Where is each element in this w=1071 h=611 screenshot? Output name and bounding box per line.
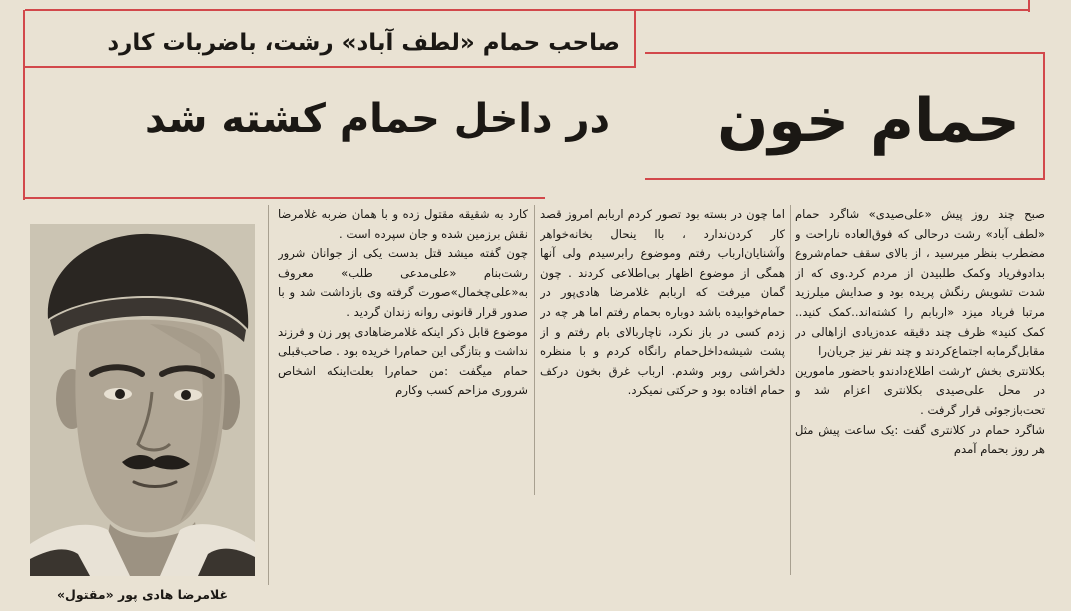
red-rule-left-vertical (23, 10, 25, 200)
red-rule-kicker-right (634, 10, 636, 68)
headline-kicker: صاحب حمام «لطف آباد» رشت، باضربات کارد (107, 30, 620, 56)
photo-caption: غلامرضا هادی پور «مقتول» (56, 587, 228, 602)
red-rule-top (25, 9, 1030, 11)
red-rule-sub-bottom (25, 197, 545, 199)
article-paragraph: کارد به شقیقه مقتول زده و با همان ضربه غلامرضا نقش برزمین شده و جان سپرده است . (278, 207, 528, 241)
red-rule-main-right (1043, 52, 1045, 180)
red-rule-main-top (645, 52, 1045, 54)
article-column-3 (278, 205, 528, 495)
column-divider (790, 205, 791, 575)
red-rule-kicker-bottom (25, 66, 635, 68)
article-paragraph: چون گفته میشد قتل بدست یکی از جوانان شرور رشت‌بنام «علی‌مدعی طلب» معروف به«علی‌چخمال»صورت گرفته وی بازداشت شد و با صدور قرار قانونی روانه زندان گردید . (278, 246, 528, 319)
article-column-1 (795, 205, 1045, 575)
article-paragraph: بکلانتری بخش ۲رشت اطلاع‌دادندو باحضور مامورین در محل علی‌صیدی بکلانتری اعزام شد و تحت‌بازجوئی قرار گرفت . (795, 363, 1045, 417)
article-column-2 (540, 205, 785, 495)
red-rule-main-bottom (645, 178, 1045, 180)
red-rule-top-right-vertical (1028, 0, 1030, 12)
article-paragraph: اما چون در بسته بود تصور کردم اربابم امروز قصد کار کردن‌ندارد ، باا ینحال بخانه‌خواهر وآشنایان‌ارباب رفتم وموضوع رابرسیدم ولی آنها همگی از موضوع اظهار بی‌اطلاعی کردند . چون گمان میرفت که اربابم غلامرضا هادی‌پور در حمام‌خوابیده باشد دوباره بحمام رفتم اما هر چه در زدم کسی در باز نکرد، ناچاربالای بام رفتم و از پشت شیشه‌داخل‌حمام رانگاه کردم و با منظره دلخراشی روبر وشدم. ارباب غرق بخون در‌کف حمام افتاده بود و حرکتی نمیکرد. (540, 207, 785, 398)
headline-sub: در داخل حمام کشته شد (145, 96, 610, 142)
column-divider (268, 205, 269, 585)
article-paragraph: موضوع قابل ذکر اینکه غلامرضاهادی پور زن و فرزند نداشت و بتازگی این حمام‌را خریده بود . صاحب‌قبلی حمام میگفت :من حمام‌را بعلت‌اینکه اشخاص شروری مزاحم کسب وکارم (278, 324, 528, 398)
portrait-illustration (30, 224, 255, 576)
article-paragraph: صبح چند روز پیش «علی‌صیدی» شاگرد حمام «لطف آباد» رشت درحالی که فوق‌العاده ناراحت و مضطرب بنظر میرسید ، از بالای سقف حمام‌شروع بدادوفریاد وکمک طلبیدن از مردم کرد.وی که از شدت تشویش رنگش پریده بود و صدایش میلرزید مرتبا فریاد میزد «اربابم را کشته‌اند..کمک کنید.. کمک کنید» ظرف چند دقیقه عده‌زیادی ازاهالی در مقابل‌گرمابه اجتماع‌کردند و چند نفر نیز جریان‌را (795, 207, 1045, 359)
column-divider (534, 205, 535, 495)
portrait-photo (30, 224, 255, 576)
article-paragraph: شاگرد حمام در کلانتری گفت :یک ساعت پیش مثل هر روز بحمام آمدم (795, 422, 1045, 457)
headline-main: حمام خون (717, 86, 1020, 156)
